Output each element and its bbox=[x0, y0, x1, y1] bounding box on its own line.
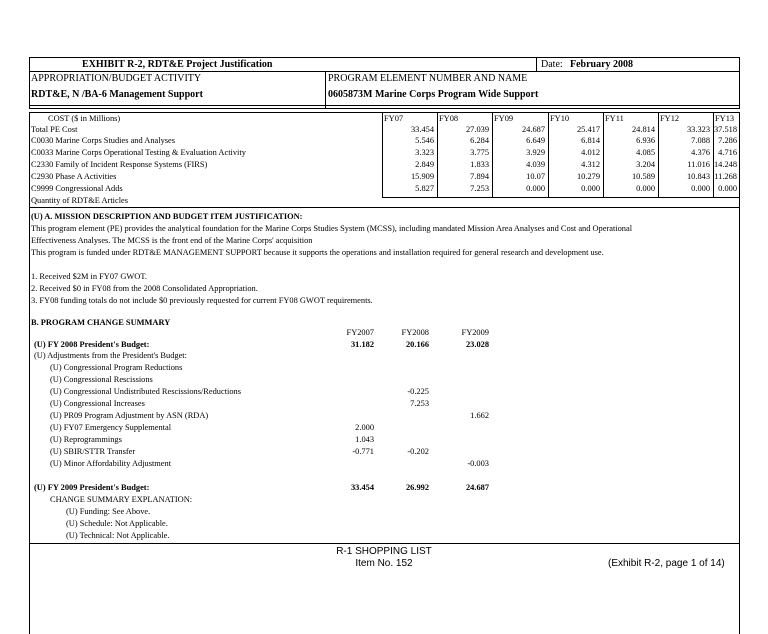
cost-cell: 24.687 bbox=[521, 125, 545, 134]
cost-cell: 11.016 bbox=[687, 160, 710, 169]
cost-cell: 6.284 bbox=[470, 136, 489, 145]
cost-cell: 3.204 bbox=[636, 160, 655, 169]
adjustment-label: (U) PR09 Program Adjustment by ASN (RDA) bbox=[50, 411, 209, 420]
cost-cell: 14.248 bbox=[713, 160, 737, 169]
cost-cell: 2.849 bbox=[415, 160, 434, 169]
fy-column-header: FY2009 bbox=[461, 328, 489, 337]
cost-cell: 3.323 bbox=[415, 148, 434, 157]
exhibit-title: EXHIBIT R-2, RDT&E Project Justification bbox=[82, 59, 273, 70]
change-summary-heading: B. PROGRAM CHANGE SUMMARY bbox=[31, 318, 171, 327]
adjustment-value: 1.043 bbox=[355, 435, 374, 444]
cost-cell: 37.518 bbox=[713, 125, 737, 134]
cost-cell: 5.827 bbox=[415, 184, 434, 193]
cost-cell: 1.833 bbox=[470, 160, 489, 169]
page-bottom-rule bbox=[29, 543, 740, 544]
item-number: Item No. 152 bbox=[355, 558, 413, 569]
cost-cell: 4.312 bbox=[581, 160, 600, 169]
adjustment-value: -0.202 bbox=[407, 447, 429, 456]
pb2008-value: 20.166 bbox=[405, 340, 429, 349]
cost-cell: 10.589 bbox=[631, 172, 655, 181]
pb2009-label: (U) FY 2009 President's Budget: bbox=[34, 483, 150, 492]
cost-cell: 4.012 bbox=[581, 148, 600, 157]
cost-cell: 11.268 bbox=[714, 172, 737, 181]
explanation-item: (U) Technical: Not Applicable. bbox=[66, 531, 170, 540]
adjustment-label: (U) Congressional Rescissions bbox=[50, 375, 153, 384]
mission-line: This program is funded under RDT&E MANAGEMENT SUPPORT because it supports the operations and installation required for general research and development use. bbox=[31, 248, 604, 257]
cost-row-label: C2930 Phase A Activities bbox=[31, 172, 117, 181]
pb2008-value: 31.182 bbox=[350, 340, 374, 349]
adjustment-label: (U) Congressional Increases bbox=[50, 399, 145, 408]
appropriation-label: APPROPRIATION/BUDGET ACTIVITY bbox=[31, 73, 202, 84]
cost-cell: 0.000 bbox=[718, 184, 737, 193]
pb2008-value: 23.028 bbox=[465, 340, 489, 349]
cost-cell: 6.936 bbox=[636, 136, 655, 145]
cost-cell: 4.376 bbox=[691, 148, 710, 157]
adjustment-value: 2.000 bbox=[355, 423, 374, 432]
cost-row-label: C2330 Family of Incident Response Systems (FIRS) bbox=[31, 160, 208, 169]
cost-cell: 25.417 bbox=[576, 125, 600, 134]
section-divider bbox=[29, 207, 740, 208]
adjustment-label: (U) Congressional Undistributed Rescissions/Reductions bbox=[50, 387, 241, 396]
adjustments-label: (U) Adjustments from the President's Budget: bbox=[34, 351, 187, 360]
date-box-left bbox=[536, 57, 537, 71]
cost-label: COST ($ in Millions) bbox=[48, 114, 121, 123]
cost-row-label: C0030 Marine Corps Studies and Analyses bbox=[31, 136, 175, 145]
cost-cell: 0.000 bbox=[526, 184, 545, 193]
cost-cell: 10.843 bbox=[686, 172, 710, 181]
explanation-item: (U) Schedule: Not Applicable. bbox=[66, 519, 168, 528]
year-header: FY07 bbox=[384, 114, 404, 123]
cost-cell: 6.814 bbox=[581, 136, 600, 145]
year-header: FY10 bbox=[550, 114, 570, 123]
header-divider bbox=[29, 71, 740, 72]
appropriation-value: RDT&E, N /BA-6 Management Support bbox=[31, 89, 203, 100]
program-element-label: PROGRAM ELEMENT NUMBER AND NAME bbox=[328, 73, 528, 84]
adjustment-value: -0.003 bbox=[467, 459, 489, 468]
year-header: FY08 bbox=[439, 114, 459, 123]
program-element-value: 0605873M Marine Corps Program Wide Support bbox=[328, 89, 539, 100]
explanation-item: (U) Funding: See Above. bbox=[66, 507, 151, 516]
cost-cell: 4.039 bbox=[526, 160, 545, 169]
mission-heading: (U) A. MISSION DESCRIPTION AND BUDGET ITEM JUSTIFICATION: bbox=[31, 212, 303, 221]
cost-cell: 10.279 bbox=[576, 172, 600, 181]
cost-cell: 10.07 bbox=[526, 172, 545, 181]
fy-column-header: FY2008 bbox=[401, 328, 429, 337]
cost-cell: 4.716 bbox=[718, 148, 737, 157]
header-bottom-rule bbox=[29, 105, 740, 106]
year-header: FY09 bbox=[494, 114, 514, 123]
note-item: 2. Received $0 in FY08 from the 2008 Consolidated Appropriation. bbox=[31, 284, 258, 293]
cost-cell: 15.909 bbox=[410, 172, 434, 181]
date-value: February 2008 bbox=[570, 59, 634, 70]
adjustment-value: 1.662 bbox=[470, 411, 489, 420]
cost-cell: 27.039 bbox=[465, 125, 489, 134]
page-number: (Exhibit R-2, page 1 of 14) bbox=[608, 558, 725, 569]
date-label: Date: bbox=[541, 59, 563, 70]
cost-cell: 7.894 bbox=[470, 172, 489, 181]
cost-row-label: C9999 Congressional Adds bbox=[31, 184, 123, 193]
adjustment-value: -0.225 bbox=[407, 387, 429, 396]
adjustment-label: (U) SBIR/STTR Transfer bbox=[50, 447, 136, 456]
adjustment-label: (U) Reprogrammings bbox=[50, 435, 122, 444]
adjustment-value: 7.253 bbox=[410, 399, 429, 408]
cost-cell: 24.814 bbox=[631, 125, 655, 134]
cost-cell: 0.000 bbox=[691, 184, 710, 193]
adjustment-label: (U) Minor Affordability Adjustment bbox=[50, 459, 172, 468]
shopping-list-label: R-1 SHOPPING LIST bbox=[336, 546, 432, 557]
pb2009-value: 24.687 bbox=[465, 483, 489, 492]
cost-cell: 3.775 bbox=[470, 148, 489, 157]
cost-cell: 3.929 bbox=[526, 148, 545, 157]
cost-row-label: Quantity of RDT&E Articles bbox=[31, 196, 128, 205]
adjustment-value: -0.771 bbox=[352, 447, 374, 456]
pb2008-label: (U) FY 2008 President's Budget: bbox=[34, 340, 150, 349]
fy-column-header: FY2007 bbox=[346, 328, 374, 337]
cost-cell: 7.253 bbox=[470, 184, 489, 193]
cost-cell: 7.286 bbox=[718, 136, 737, 145]
note-item: 1. Received $2M in FY07 GWOT. bbox=[31, 272, 147, 281]
cost-cell: 4.085 bbox=[636, 148, 655, 157]
cost-cell: 0.000 bbox=[636, 184, 655, 193]
year-header: FY12 bbox=[660, 114, 680, 123]
adjustment-label: (U) FY07 Emergency Supplemental bbox=[50, 423, 172, 432]
pb2009-value: 26.992 bbox=[405, 483, 429, 492]
cost-cell: 33.454 bbox=[410, 125, 434, 134]
pb2009-value: 33.454 bbox=[350, 483, 374, 492]
cost-cell: 7.088 bbox=[691, 136, 710, 145]
explanation-label: CHANGE SUMMARY EXPLANATION: bbox=[50, 495, 193, 504]
cost-cell: 33.323 bbox=[686, 125, 710, 134]
mission-line: Effectiveness Analyses. The MCSS is the front end of the Marine Corps' acquisition bbox=[31, 236, 313, 245]
header-split bbox=[325, 71, 326, 109]
mission-line: This program element (PE) provides the analytical foundation for the Marine Corps Studies System (MCSS), including mandated Mission Area Analyses and Cost and Operational bbox=[31, 224, 633, 233]
cost-row-label: C0033 Marine Corps Operational Testing & Evaluation Activity bbox=[31, 148, 246, 157]
year-header: FY13 bbox=[715, 114, 735, 123]
adjustment-label: (U) Congressional Program Reductions bbox=[50, 363, 183, 372]
note-item: 3. FY08 funding totals do not include $0 previously requested for current FY08 GWOT requirements. bbox=[31, 296, 373, 305]
cost-bottom-line bbox=[382, 197, 739, 198]
year-header: FY11 bbox=[605, 114, 624, 123]
cost-cell: 6.649 bbox=[526, 136, 545, 145]
cost-cell: 0.000 bbox=[581, 184, 600, 193]
cost-cell: 5.546 bbox=[415, 136, 434, 145]
cost-row-label: Total PE Cost bbox=[31, 125, 78, 134]
